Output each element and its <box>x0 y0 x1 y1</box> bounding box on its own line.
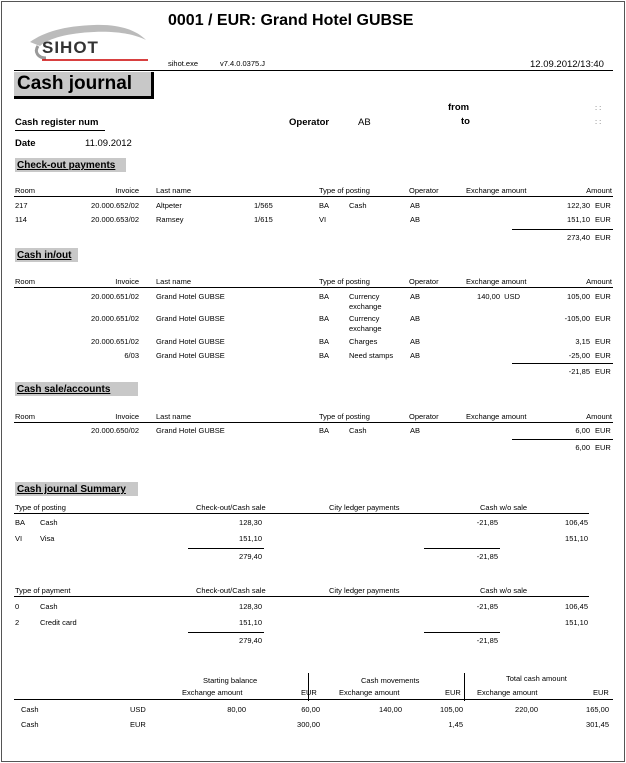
col-operator: Operator <box>409 277 439 286</box>
cell-exchange: 140,00 USD <box>477 292 520 301</box>
to-label: to <box>461 116 470 127</box>
header-rule <box>14 70 613 71</box>
cell-op: AB <box>410 351 421 360</box>
cell-amount: 6,00 <box>575 426 590 435</box>
cell-desc: Need stamps <box>349 351 394 360</box>
col-amount: Amount <box>586 277 612 286</box>
col-exchange: Exchange amount <box>466 186 527 195</box>
sum-checkout: 128,30 <box>239 518 262 527</box>
col-city-ledger: City ledger payments <box>329 586 400 595</box>
cashinout-total-rule <box>512 363 613 364</box>
bal-cur: USD <box>130 705 146 714</box>
col-invoice: Invoice <box>115 186 139 195</box>
bal-total-exch: 220,00 <box>515 705 538 714</box>
cell-amount: -105,00 <box>564 314 590 323</box>
cell-desc: Currency <box>349 292 380 301</box>
sum-wo: -21,85 <box>476 602 498 611</box>
cell-op: AB <box>410 426 421 435</box>
sum-total: 106,45 <box>565 602 588 611</box>
bal-start-eur: 300,00 <box>297 720 320 729</box>
cell-name: Grand Hotel GUBSE <box>156 351 225 360</box>
sum-code: VI <box>15 534 23 543</box>
cell-room: 114 <box>15 215 27 224</box>
bal-cur: EUR <box>130 720 146 729</box>
payment-total-wo: -21,85 <box>476 636 498 645</box>
cell-desc: Charges <box>349 337 378 346</box>
cell-invoice: 20.000.651/02 <box>91 314 139 323</box>
cell-cur: EUR <box>595 426 611 435</box>
posting-header: Type of posting <box>15 503 66 512</box>
starting-balance-label: Starting balance <box>203 676 258 685</box>
cashinout-total: -21,85 <box>568 367 590 376</box>
date-value: 11.09.2012 <box>85 138 132 149</box>
cell-amount: 3,15 <box>575 337 590 346</box>
sum-name: Visa <box>40 534 55 543</box>
sum-checkout: 128,30 <box>239 602 262 611</box>
sum-code: BA <box>15 518 26 527</box>
exch-col-1: Exchange amount <box>182 688 243 697</box>
cashsale-section-title: Cash sale/accounts <box>15 382 138 396</box>
cash-movements-label: Cash movements <box>361 676 420 685</box>
checkout-section-title: Check-out payments <box>15 158 126 172</box>
cell-op: AB <box>410 215 421 224</box>
cell-op: AB <box>410 314 421 323</box>
report-title: Cash journal <box>17 73 133 94</box>
report-page <box>1 1 625 762</box>
col-operator: Operator <box>409 186 439 195</box>
cell-op: AB <box>410 337 421 346</box>
sum-total: 151,10 <box>565 618 588 627</box>
cell-invoice: 20.000.651/02 <box>91 337 139 346</box>
cell-cur: EUR <box>595 292 611 301</box>
cell-code: BA <box>319 426 330 435</box>
col-exchange: Exchange amount <box>466 277 527 286</box>
cell-name: Grand Hotel GUBSE <box>156 314 225 323</box>
bal-mov-eur: 105,00 <box>440 705 463 714</box>
operator-value: AB <box>358 117 371 128</box>
col-checkout-cashsale: Check-out/Cash sale <box>196 586 266 595</box>
cell-op: AB <box>410 292 421 301</box>
bal-start-eur: 60,00 <box>301 705 320 714</box>
col-type-of-posting: Type of posting <box>319 277 370 286</box>
to-value: : : <box>595 117 602 126</box>
col-operator: Operator <box>409 412 439 421</box>
print-datetime: 12.09.2012/13:40 <box>530 59 604 70</box>
col-checkout-cashsale: Check-out/Cash sale <box>196 503 266 512</box>
posting-total-rule-a <box>188 548 264 549</box>
payment-total-checkout: 279,40 <box>239 636 262 645</box>
cell-invoice: 20.000.651/02 <box>91 292 139 301</box>
cell-desc: Cash <box>349 201 367 210</box>
cash-register-label: Cash register num <box>15 117 99 128</box>
cell-desc: exchange <box>349 324 382 333</box>
operator-label: Operator <box>289 117 330 128</box>
col-cash-wo-sale: Cash w/o sale <box>480 503 528 512</box>
cell-cur: EUR <box>595 215 611 224</box>
posting-total-wo: -21,85 <box>476 552 498 561</box>
col-amount: Amount <box>586 412 612 421</box>
cell-amount: 151,10 <box>567 215 590 224</box>
cashinout-total-cur: EUR <box>595 367 611 376</box>
payment-header-rule <box>14 596 589 597</box>
col-exchange: Exchange amount <box>466 412 527 421</box>
col-last-name: Last name <box>156 412 192 421</box>
eur-col-1: EUR <box>301 688 317 697</box>
payment-total-rule-a <box>188 632 264 633</box>
cell-invoice: 20.000.653/02 <box>91 215 139 224</box>
cashinout-section-title: Cash in/out <box>15 248 78 262</box>
col-last-name: Last name <box>156 186 192 195</box>
from-label: from <box>448 102 470 113</box>
cell-desc: Cash <box>349 426 367 435</box>
logo-text: SIHOT <box>42 38 99 57</box>
cell-amount: 105,00 <box>567 292 590 301</box>
eur-col-2: EUR <box>445 688 461 697</box>
balance-header-rule <box>14 699 613 700</box>
cell-invoice: 20.000.652/02 <box>91 201 139 210</box>
bal-total-eur: 165,00 <box>586 705 609 714</box>
bal-start-exch: 80,00 <box>227 705 246 714</box>
payment-header: Type of payment <box>15 586 71 595</box>
cell-name: Grand Hotel GUBSE <box>156 426 225 435</box>
cell-invoice: 20.000.650/02 <box>91 426 139 435</box>
cash-register-underline <box>15 130 105 131</box>
cell-code: BA <box>319 292 330 301</box>
sum-total: 151,10 <box>565 534 588 543</box>
cell-code: BA <box>319 314 330 323</box>
cell-code: BA <box>319 337 330 346</box>
cell-name: Altpeter <box>156 201 182 210</box>
exe-name: sihot.exe <box>168 59 199 68</box>
version: v7.4.0.0375.J <box>220 59 266 68</box>
bal-mov-exch: 140,00 <box>379 705 402 714</box>
payment-total-rule-b <box>424 632 500 633</box>
sum-name: Credit card <box>40 618 77 627</box>
exch-col-3: Exchange amount <box>477 688 538 697</box>
cell-ref: 1/565 <box>254 201 273 210</box>
cell-cur: EUR <box>595 314 611 323</box>
col-type-of-posting: Type of posting <box>319 412 370 421</box>
cell-invoice: 6/03 <box>124 351 139 360</box>
cell-name: Grand Hotel GUBSE <box>156 292 225 301</box>
cell-ref: 1/615 <box>254 215 273 224</box>
cashsale-total-rule <box>512 439 613 440</box>
total-cash-label: Total cash amount <box>506 674 567 683</box>
bal-label: Cash <box>21 705 39 714</box>
cell-desc: exchange <box>349 302 382 311</box>
sum-checkout: 151,10 <box>239 618 262 627</box>
bal-mov-eur: 1,45 <box>448 720 463 729</box>
date-label: Date <box>15 138 36 149</box>
cell-cur: EUR <box>595 337 611 346</box>
sum-total: 106,45 <box>565 518 588 527</box>
col-invoice: Invoice <box>115 277 139 286</box>
cell-name: Ramsey <box>156 215 184 224</box>
sum-code: 0 <box>15 602 20 611</box>
sum-wo: -21,85 <box>476 518 498 527</box>
checkout-total-cur: EUR <box>595 233 611 242</box>
sum-checkout: 151,10 <box>239 534 262 543</box>
cell-room: 217 <box>15 201 28 210</box>
cell-op: AB <box>410 201 421 210</box>
bal-total-eur: 301,45 <box>586 720 609 729</box>
checkout-header-rule <box>14 196 613 197</box>
cell-code: VI <box>319 215 327 224</box>
cashsale-header-rule <box>14 422 613 423</box>
cell-desc: Currency <box>349 314 380 323</box>
balance-divider-2 <box>464 673 465 701</box>
sum-name: Cash <box>40 518 58 527</box>
posting-total-checkout: 279,40 <box>239 552 262 561</box>
col-type-of-posting: Type of posting <box>319 186 370 195</box>
cell-code: BA <box>319 351 330 360</box>
checkout-total: 273,40 <box>567 233 590 242</box>
col-city-ledger: City ledger payments <box>329 503 400 512</box>
sum-name: Cash <box>40 602 58 611</box>
cell-cur: EUR <box>595 201 611 210</box>
col-room: Room <box>15 186 36 195</box>
cashsale-total: 6,00 <box>575 443 590 452</box>
cashinout-header-rule <box>14 287 613 288</box>
cell-amount: 122,30 <box>567 201 590 210</box>
hotel-title: 0001 / EUR: Grand Hotel GUBSE <box>168 12 414 29</box>
exch-col-2: Exchange amount <box>339 688 400 697</box>
cell-code: BA <box>319 201 330 210</box>
col-room: Room <box>15 412 36 421</box>
cell-name: Grand Hotel GUBSE <box>156 337 225 346</box>
eur-col-3: EUR <box>593 688 609 697</box>
sihot-logo <box>24 16 152 62</box>
summary-section-title: Cash journal Summary <box>15 482 138 496</box>
col-amount: Amount <box>586 186 612 195</box>
posting-total-rule-b <box>424 548 500 549</box>
posting-header-rule <box>14 513 589 514</box>
col-room: Room <box>15 277 36 286</box>
bal-label: Cash <box>21 720 39 729</box>
col-cash-wo-sale: Cash w/o sale <box>480 586 528 595</box>
cell-amount: -25,00 <box>568 351 590 360</box>
col-invoice: Invoice <box>115 412 139 421</box>
checkout-total-rule <box>512 229 613 230</box>
from-value: : : <box>595 103 602 112</box>
sum-code: 2 <box>15 618 20 627</box>
cashsale-total-cur: EUR <box>595 443 611 452</box>
col-last-name: Last name <box>156 277 192 286</box>
cell-cur: EUR <box>595 351 611 360</box>
